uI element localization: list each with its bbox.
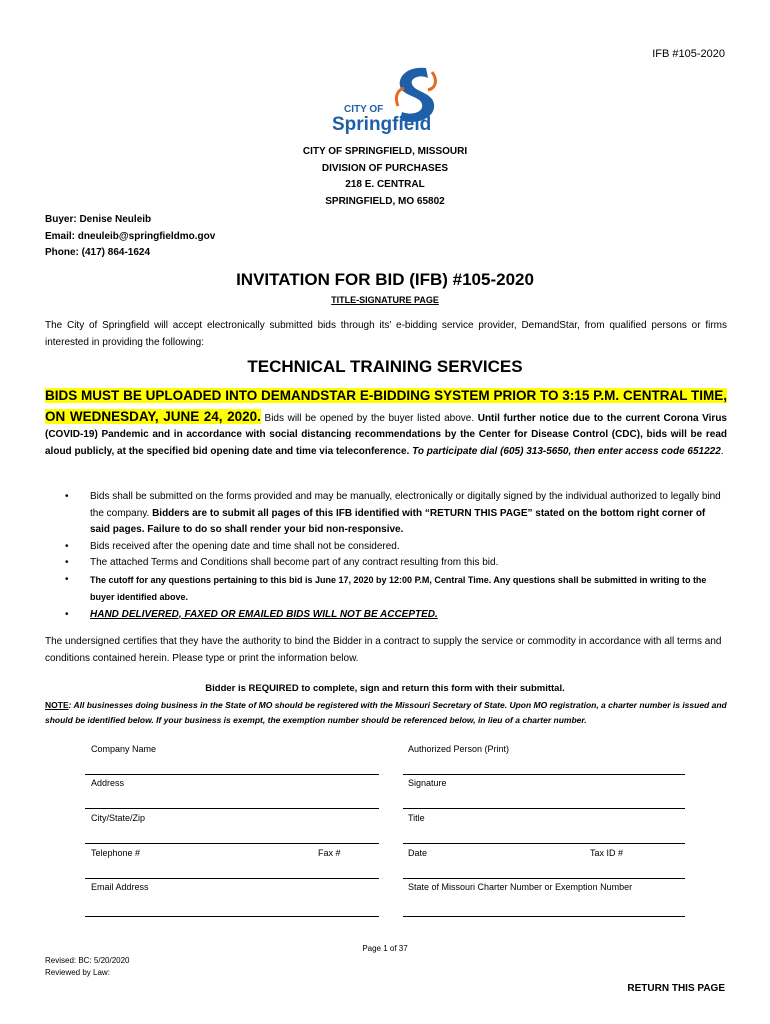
covid-text: Until further notice due to the current Corona Virus (COVID-19) Pandemic and in accordance with social distancing recommendations by the Center for Disease Control (CDC), bids will be read aloud publicly, at the specified bid opening date and time via teleconference. (45, 412, 727, 457)
service-title: TECHNICAL TRAINING SERVICES (247, 357, 523, 376)
logo-springfield: Springfield (332, 114, 432, 135)
purchasing-address (0, 144, 770, 210)
bullet-icon: • (65, 573, 69, 585)
bullet-icon: • (65, 557, 69, 568)
address-label: Address (91, 778, 125, 788)
buyer-phone: Phone: (417) 864-1624 (45, 247, 151, 258)
fax-label: Fax # (318, 848, 341, 858)
buyer-contact (45, 212, 215, 262)
buyer-name: Buyer: Denise Neuleib (45, 214, 152, 225)
title-field[interactable] (403, 843, 685, 844)
signature-label: Signature (408, 778, 447, 788)
dial-in-text: To participate dial (605) 313-5650, then enter access code 651222 (412, 445, 721, 457)
authorized-person-label: Authorized Person (Print) (408, 744, 510, 754)
buyer-email: Email: dneuleib@springfieldmo.gov (45, 230, 216, 242)
address-field[interactable] (85, 808, 379, 809)
revision-info (45, 955, 130, 979)
document-title: INVITATION FOR BID (IFB) #105-2020 (236, 270, 534, 289)
list-item: • Bids received after the opening date and time shall not be considered. (45, 539, 727, 556)
list-item: • The attached Terms and Conditions shall become part of any contract resulting from this bid. (45, 555, 727, 572)
address-line-2: DIVISION OF PURCHASES (321, 162, 449, 174)
city-state-zip-label: City/State/Zip (91, 813, 146, 823)
authorized-person-field[interactable] (403, 774, 685, 775)
city-state-zip-field[interactable] (85, 843, 379, 844)
telephone-fax-field[interactable] (85, 878, 379, 879)
required-statement: Bidder is REQUIRED to complete, sign and return this form with their submittal. (205, 683, 565, 694)
page-number: Page 1 of 37 (362, 944, 408, 953)
deadline-highlight: BIDS MUST BE UPLOADED INTO DEMANDSTAR E-BIDDING SYSTEM PRIOR TO 3:15 P.M. CENTRAL TIME, ON WEDNESDAY, JUNE 24, 2020. (45, 388, 727, 424)
list-item: • Bids shall be submitted on the forms provided and may be manually, electronically or digitally signed by the individual authorized to legally bind the company. Bidders are to submit all pages of this IFB identified with “RETURN THIS PAGE” stated on the bottom right corner of said pages. Failure to do so shall render your bid non-responsive. (65, 491, 721, 535)
charter-number-label: State of Missouri Charter Number or Exemption Number (408, 882, 633, 892)
registration-note: NOTE: All businesses doing business in the State of MO should be registered with the Missouri Secretary of State. Upon MO registration, a charter number is issued and should be identified below. If your business is exempt, the exemption number should be referenced below, in lieu of a charter number. (45, 700, 727, 725)
submission-notice: BIDS MUST BE UPLOADED INTO DEMANDSTAR E-BIDDING SYSTEM PRIOR TO 3:15 P.M. CENTRAL TIME, ON WEDNESDAY, JUNE 24, 2020. Bids will be opened by the buyer listed above. Until further notice due to the current Corona Virus (COVID-19) Pandemic and in accordance with social distancing recommendations by the Center for Disease Control (CDC), bids will be read aloud publicly, at the specified bid opening date and time via teleconference. To participate dial (605) 313-5650, then enter access code 651222. (45, 388, 727, 457)
opening-text: Bids will be opened by the buyer listed above. (260, 412, 478, 424)
date-label: Date (408, 848, 428, 858)
bullet-icon: • (65, 540, 69, 552)
email-field[interactable] (85, 916, 379, 917)
address-line-3: 218 E. CENTRAL (345, 179, 425, 190)
charter-number-field[interactable] (403, 916, 685, 917)
intro-paragraph: The City of Springfield will accept electronically submitted bids through its’ e-bidding service provider, DemandStar, from qualified persons or firms interested in providing the following: (45, 320, 727, 348)
certification-paragraph: The undersigned certifies that they have the authority to bind the Bidder in a contract to supply the service or commodity in accordance with all terms and conditions contained herein. Please type or print the information below. (45, 636, 722, 664)
address-line-4: SPRINGFIELD, MO 65802 (325, 195, 445, 207)
return-this-page: RETURN THIS PAGE (627, 983, 725, 994)
company-name-label: Company Name (91, 744, 157, 754)
revised-date: Revised: BC: 5/20/2020 (45, 956, 130, 965)
address-line-1: CITY OF SPRINGFIELD, MISSOURI (302, 146, 468, 157)
document-subtitle: TITLE-SIGNATURE PAGE (331, 295, 439, 305)
tax-id-label: Tax ID # (590, 848, 624, 858)
note-label: NOTE (45, 700, 69, 710)
list-item: • HAND DELIVERED, FAXED OR EMAILED BIDS WILL NOT BE ACCEPTED. (45, 607, 727, 624)
title-label: Title (408, 813, 425, 823)
list-item: • The cutoff for any questions pertaining to this bid is June 17, 2020 by 12:00 P.M, Central Time. Any questions shall be submitted in writing to the buyer identified above. (65, 573, 707, 602)
ifb-number: IFB #105-2020 (652, 48, 725, 60)
logo-city-of: CITY OF (344, 104, 384, 115)
email-label: Email Address (91, 882, 149, 892)
bullet-icon: • (65, 491, 69, 502)
company-name-field[interactable] (85, 774, 379, 775)
signature-field[interactable] (403, 808, 685, 809)
telephone-label: Telephone # (91, 848, 141, 858)
bullet-icon: • (65, 608, 69, 620)
instructions-list (45, 489, 727, 623)
date-taxid-field[interactable] (403, 878, 685, 879)
reviewed-by: Reviewed by Law: (45, 968, 110, 977)
city-of-springfield-logo (328, 66, 440, 136)
